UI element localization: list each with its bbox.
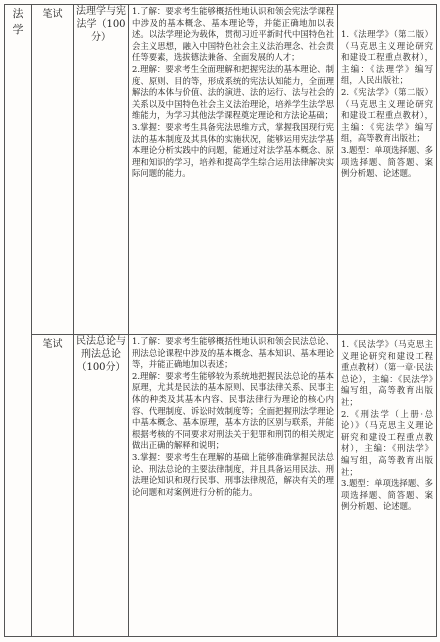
textbook-item: 2.《刑法学（上册·总论）》（马克思主义理论研究和建设工程重点教材），主编：《刑法学》编写组，高等教育出版社；: [341, 408, 433, 477]
table-row: [5, 5, 437, 335]
requirement-item: 3.掌握：要求考生具备宪法思维方式，掌握我国现行宪法的基本制度及其具体的实施状况，能够运用宪法学基本理论分析实践中的问题，能通过对法学基本概念、原理和知识的学习，培养和提高学生综合运用法律解决实际问题的能力。: [132, 121, 334, 179]
subject-name: 法理学与宪法学（100分）: [76, 6, 126, 43]
subject-cell: [74, 5, 129, 335]
exam-method-cell: [32, 335, 74, 637]
subject-cell: [74, 335, 129, 637]
requirements-text: [129, 5, 337, 181]
textbook-item: 3.题型：单项选择题、多项选择题、简答题、案例分析题、论述题。: [341, 144, 433, 179]
textbook-cell: [338, 5, 437, 335]
textbook-item: 1.《民法学》（马克思主义理论研究和建设工程重点教材）（第一章·民法总论），主编：《民法学》编写组，高等教育出版社；: [341, 339, 433, 407]
textbook-list: [338, 335, 436, 514]
requirement-item: 1.了解：要求考生能够概括性地认识和领会宪法学课程中涉及的基本概念、基本理论等，并能正确地加以表述。以法学理论为载体，贯彻习近平新时代中国特色社会主义思想，融入中国特色社会主义法治理念、社会责任等要素，选拔德法兼备、全面发展的人才；: [132, 6, 334, 63]
syllabus-table: [4, 4, 437, 637]
requirement-item: 1.了解：要求考生能够概括性地认识和领会民法总论、刑法总论课程中涉及的基本概念、基本知识、基本理论等，并能正确地加以表述；: [132, 336, 334, 370]
requirements-cell: [129, 5, 338, 335]
textbook-item: 3.题型：单项选择题、多项选择题、简答题、案例分析题、论述题。: [341, 478, 433, 512]
requirement-item: 2.理解：要求考生全面理解和把握宪法的基本理论、制度、原则、目的等，形成系统的宪法认知能力，全面理解法的本体与价值、法的演进、法的运行、法与社会的关系以及中国特色社会主义法治理论，培养学生法学思维能力，为学习其他法学课程奠定理论和方法论基础；: [132, 63, 334, 121]
requirements-text: [129, 335, 337, 499]
subject-name: 民法总论与刑法总论（100分）: [76, 336, 126, 373]
requirements-cell: [129, 335, 338, 637]
textbook-item: 1.《法理学》（第二版）（马克思主义理论研究和建设工程重点教材），主编：《法理学》编写组，人民出版社；: [341, 29, 433, 86]
exam-method: 笔试: [42, 339, 63, 350]
exam-method: 笔试: [42, 9, 63, 20]
textbook-item: 2.《宪法学》（第二版）（马克思主义理论研究和建设工程重点教材），主编：《宪法学》编写组，高等教育出版社；: [341, 86, 433, 144]
requirement-item: 3.掌握：要求考生在理解的基础上能够准确掌握民法总论、刑法总论的主要法律制度，并且具备运用民法、刑法理论知识和现行民事、刑事法律规范，解决有关的理论问题和对案例进行分析的能力。: [132, 451, 334, 497]
requirement-item: 2.理解：要求考生能够较为系统地把握民法总论的基本原理，尤其是民法的基本原则、民事法律关系、民事主体的种类及其基本内容、民事法律行为理论的核心内容、代理制度、诉讼时效制度等；全面把握刑法学理论中基本概念、基本原理，基本方法的区别与联系，并能根据考核的不同要求对刑法关于犯罪和刑罚的相关规定做出正确的解释和说明；: [132, 370, 334, 451]
table-row: [5, 335, 437, 637]
textbook-list: [338, 5, 436, 181]
exam-method-cell: [32, 5, 74, 335]
major-cell: [5, 5, 32, 637]
major-label: 法学: [12, 7, 29, 36]
textbook-cell: [338, 335, 437, 637]
